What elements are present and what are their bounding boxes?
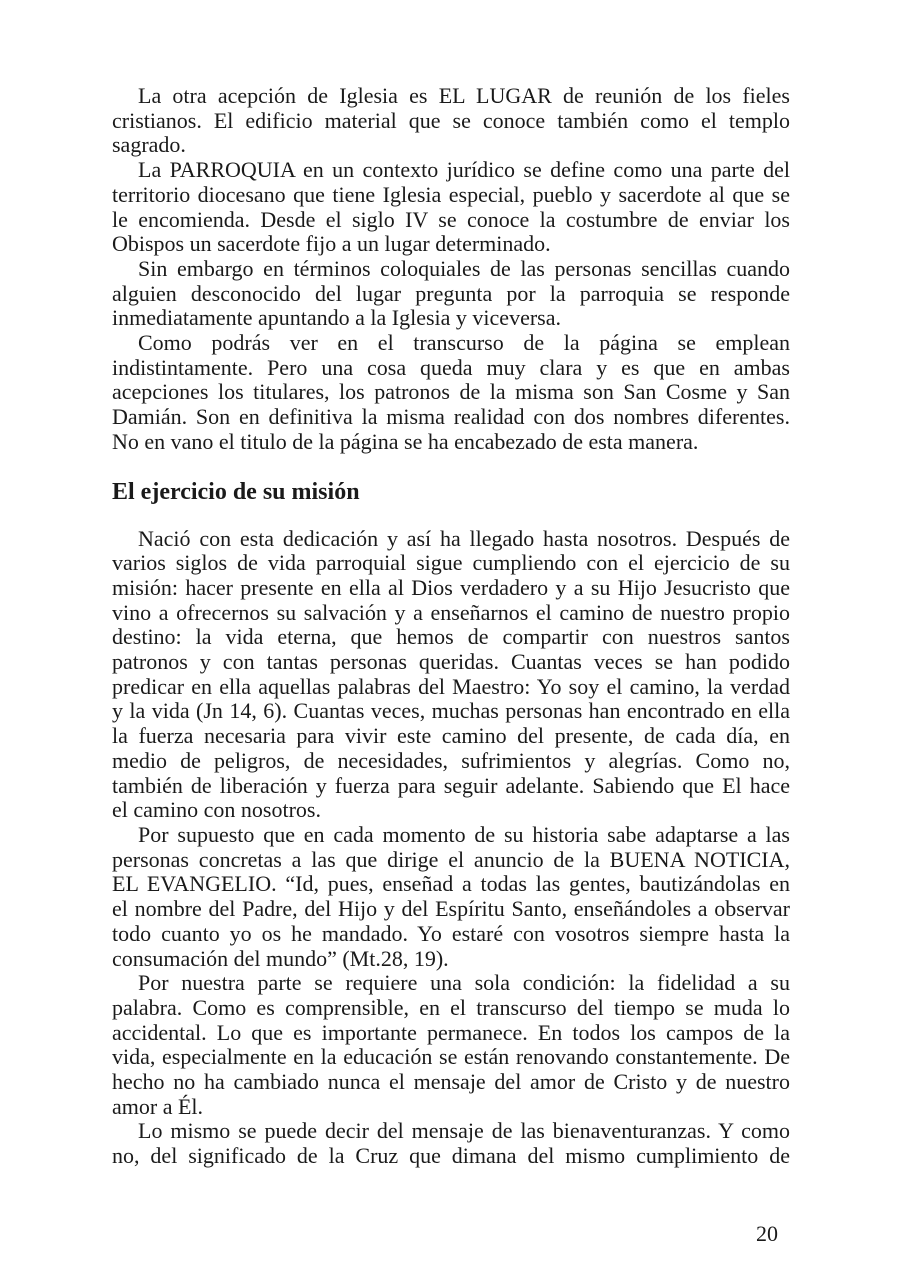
page-number: 20: [756, 1221, 778, 1246]
paragraph: [112, 331, 790, 455]
text-line: Lo mismo se puede decir del mensaje de las bienaventuranzas. Y como: [138, 1118, 790, 1144]
text-line: no, del significado de la Cruz que dimana del mismo cumplimiento de: [112, 1143, 790, 1169]
text-line: la fuerza necesaria para vivir este camino del presente, de cada día, en: [112, 723, 790, 749]
text-line: Sin embargo en términos coloquiales de las personas sencillas cuando: [138, 255, 790, 281]
text-line: varios siglos de vida parroquial sigue cumpliendo con el ejercicio de su: [112, 550, 790, 576]
text-line: patronos y con tantas personas queridas. Cuantas veces se han podido: [112, 649, 790, 675]
text-line: medio de peligros, de necesidades, sufrimientos y alegrías. Como no,: [112, 747, 790, 773]
text-line: personas concretas a las que dirige el anuncio de la BUENA NOTICIA,: [112, 846, 790, 872]
text-line: palabra. Como es comprensible, en el transcurso del tiempo se muda lo: [112, 994, 790, 1020]
text-line: Por nuestra parte se requiere una sola condición: la fidelidad a su: [138, 970, 790, 996]
text-line: Damián. Son en definitiva la misma realidad con dos nombres diferentes.: [112, 404, 790, 430]
text-line: No en vano el titulo de la página se ha encabezado de esta manera.: [112, 428, 699, 454]
text-line: amor a Él.: [112, 1093, 204, 1119]
text-line: Como podrás ver en el transcurso de la página se emplean: [138, 330, 790, 356]
text-line: vida, especialmente en la educación se están renovando constantemente. De: [112, 1044, 790, 1070]
text-line: Obispos un sacerdote fijo a un lugar determinado.: [112, 231, 551, 257]
text-line: misión: hacer presente en ella al Dios verdadero y a su Hijo Jesucristo que: [112, 574, 790, 600]
text-line: acepciones los titulares, los patronos de la misma son San Cosme y San: [112, 379, 790, 405]
paragraph: [112, 158, 790, 257]
text-line: territorio diocesano que tiene Iglesia especial, pueblo y sacerdote al que se: [112, 181, 790, 207]
text-line: todo cuanto yo os he mandado. Yo estaré con vosotros siempre hasta la: [112, 920, 790, 946]
text-line: La otra acepción de Iglesia es EL LUGAR de reunión de los fieles: [138, 83, 790, 108]
section-heading: El ejercicio de su misión: [112, 478, 360, 505]
text-line: cristianos. El edificio material que se conoce también como el templo: [112, 107, 790, 133]
text-line: destino: la vida eterna, que hemos de compartir con nuestros santos: [112, 624, 790, 650]
text-line: también de liberación y fuerza para seguir adelante. Sabiendo que El hace: [112, 772, 790, 798]
text-line: predicar en ella aquellas palabras del Maestro: Yo soy el camino, la verdad: [112, 673, 790, 699]
paragraph: [112, 1119, 790, 1168]
text-line: consumación del mundo” (Mt.28, 19).: [112, 945, 449, 971]
text-line: EL EVANGELIO. “Id, pues, enseñad a todas las gentes, bautizándolas en: [112, 871, 790, 897]
paragraph: [112, 84, 790, 158]
text-line: inmediatamente apuntando a la Iglesia y viceversa.: [112, 305, 561, 331]
paragraph: [112, 823, 790, 971]
text-content: [112, 84, 790, 1169]
text-line: accidental. Lo que es importante permanece. En todos los campos de la: [112, 1019, 790, 1045]
text-line: y la vida (Jn 14, 6). Cuantas veces, muchas personas han encontrado en ella: [112, 698, 790, 724]
text-line: el nombre del Padre, del Hijo y del Espíritu Santo, enseñándoles a observar: [112, 896, 790, 922]
text-line: La PARROQUIA en un contexto jurídico se define como una parte del: [138, 157, 790, 183]
text-line: le encomienda. Desde el siglo IV se conoce la costumbre de enviar los: [112, 206, 790, 232]
text-line: Nació con esta dedicación y así ha llegado hasta nosotros. Después de: [138, 525, 790, 551]
text-line: vino a ofrecernos su salvación y a enseñarnos el camino de nuestro propio: [112, 599, 790, 625]
text-line: sagrado.: [112, 132, 186, 158]
text-line: el camino con nosotros.: [112, 797, 321, 823]
text-line: indistintamente. Pero una cosa queda muy clara y es que en ambas: [112, 354, 790, 380]
text-line: alguien desconocido del lugar pregunta por la parroquia se responde: [112, 280, 790, 306]
text-line: Por supuesto que en cada momento de su historia sabe adaptarse a las: [138, 821, 790, 847]
paragraph: [112, 257, 790, 331]
paragraph: [112, 971, 790, 1119]
paragraph: [112, 527, 790, 823]
text-line: hecho no ha cambiado nunca el mensaje del amor de Cristo y de nuestro: [112, 1069, 790, 1095]
